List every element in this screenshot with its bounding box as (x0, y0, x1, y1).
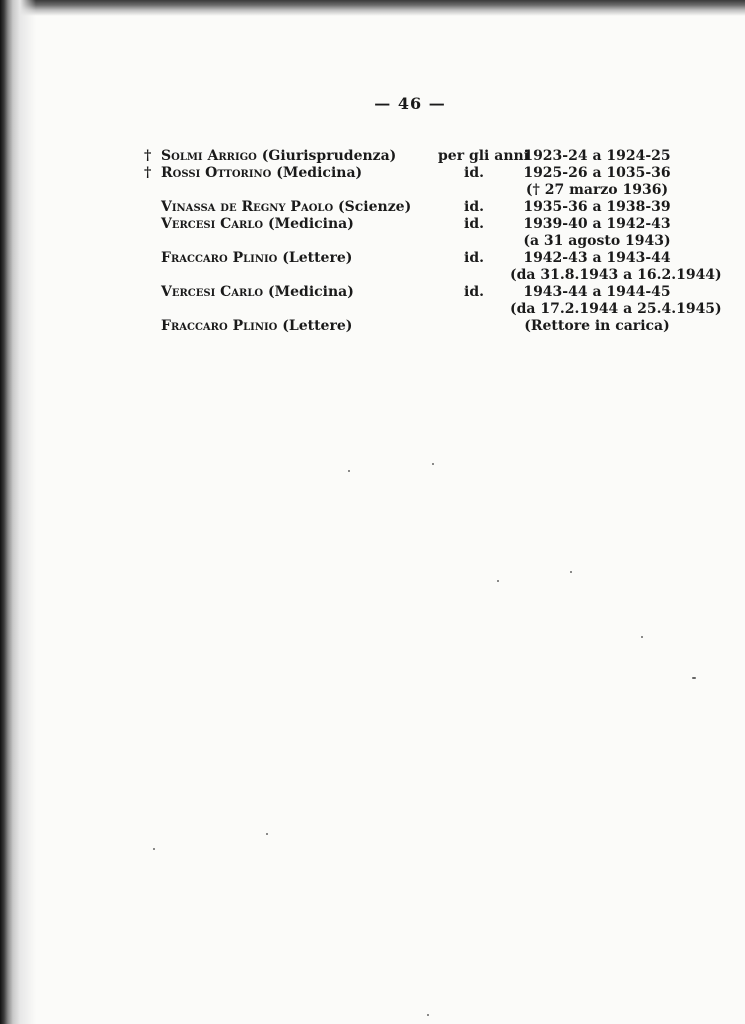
scan-speck (266, 833, 268, 835)
rector-entry (144, 165, 684, 182)
term-years: (Rettore in carica) (524, 318, 670, 334)
term-years: 1942-43 a 1943-44 (523, 250, 671, 266)
rector-given-name: Ottorino (205, 165, 272, 181)
rector-surname: Vercesi (161, 216, 216, 232)
term-note: (da 31.8.1943 a 16.2.1944) (510, 267, 722, 283)
rector-entry (144, 250, 684, 267)
term-prefix: id. (464, 199, 484, 215)
rector-given-name: Plinio (232, 250, 278, 266)
term-note: (a 31 agosto 1943) (523, 233, 671, 249)
term-prefix: id. (464, 165, 484, 181)
scan-speck (427, 1014, 429, 1016)
rector-name (161, 199, 438, 216)
rector-entry (144, 318, 684, 335)
term-years: 1925-26 a 1035-36 (523, 165, 671, 181)
rector-surname: Vinassa de Regny (161, 199, 286, 215)
rector-entry (144, 216, 684, 233)
rector-name (161, 250, 438, 267)
page-top-edge-shadow (0, 0, 745, 16)
rector-given-name: Plinio (232, 318, 278, 334)
term-years: 1935-36 a 1938-39 (523, 199, 671, 215)
rector-faculty: (Giurisprudenza) (261, 148, 397, 164)
term-years: 1923-24 a 1924-25 (523, 148, 671, 164)
rectors-list (144, 148, 722, 335)
rector-entry (144, 199, 684, 216)
term-note: (da 17.2.1944 a 25.4.1945) (510, 301, 722, 317)
rector-name (161, 318, 438, 335)
rector-surname: Fraccaro (161, 318, 228, 334)
rector-note-row (144, 233, 684, 250)
scan-speck (692, 677, 696, 679)
scan-speck (641, 636, 643, 638)
term-prefix: per gli anni (438, 148, 529, 164)
term-prefix: id. (464, 250, 484, 266)
rector-note-row (144, 301, 722, 318)
rector-faculty: (Lettere) (282, 318, 353, 334)
rector-name (161, 148, 438, 165)
rector-name (161, 216, 438, 233)
rector-surname: Solmi (161, 148, 203, 164)
term-prefix: id. (464, 216, 484, 232)
rector-given-name: Arrigo (207, 148, 257, 164)
rector-faculty: (Scienze) (338, 199, 412, 215)
rector-entry (144, 148, 684, 165)
rector-name (161, 284, 438, 301)
rector-note-row (144, 182, 684, 199)
rector-name (161, 165, 438, 182)
deceased-dagger: † (144, 148, 152, 164)
rector-faculty: (Medicina) (268, 216, 354, 232)
term-years: 1943-44 a 1944-45 (523, 284, 671, 300)
rector-given-name: Carlo (220, 284, 264, 300)
term-years: 1939-40 a 1942-43 (523, 216, 671, 232)
term-prefix: id. (464, 284, 484, 300)
scan-speck (348, 470, 350, 472)
scan-speck (153, 848, 155, 850)
scan-speck (497, 580, 499, 582)
rector-faculty: (Medicina) (276, 165, 363, 181)
rector-surname: Fraccaro (161, 250, 228, 266)
rector-surname: Rossi (161, 165, 201, 181)
rector-surname: Vercesi (161, 284, 216, 300)
scan-speck (570, 571, 572, 573)
rector-given-name: Paolo (290, 199, 334, 215)
rector-faculty: (Medicina) (268, 284, 354, 300)
scan-speck (432, 463, 434, 465)
rector-faculty: (Lettere) (282, 250, 353, 266)
term-note: († 27 marzo 1936) (525, 182, 669, 198)
page-binding-edge-shadow (0, 0, 36, 1024)
rector-note-row (144, 267, 722, 284)
deceased-dagger: † (144, 165, 152, 181)
rector-entry (144, 284, 684, 301)
page-number: — 46 — (374, 94, 446, 113)
rector-given-name: Carlo (220, 216, 264, 232)
